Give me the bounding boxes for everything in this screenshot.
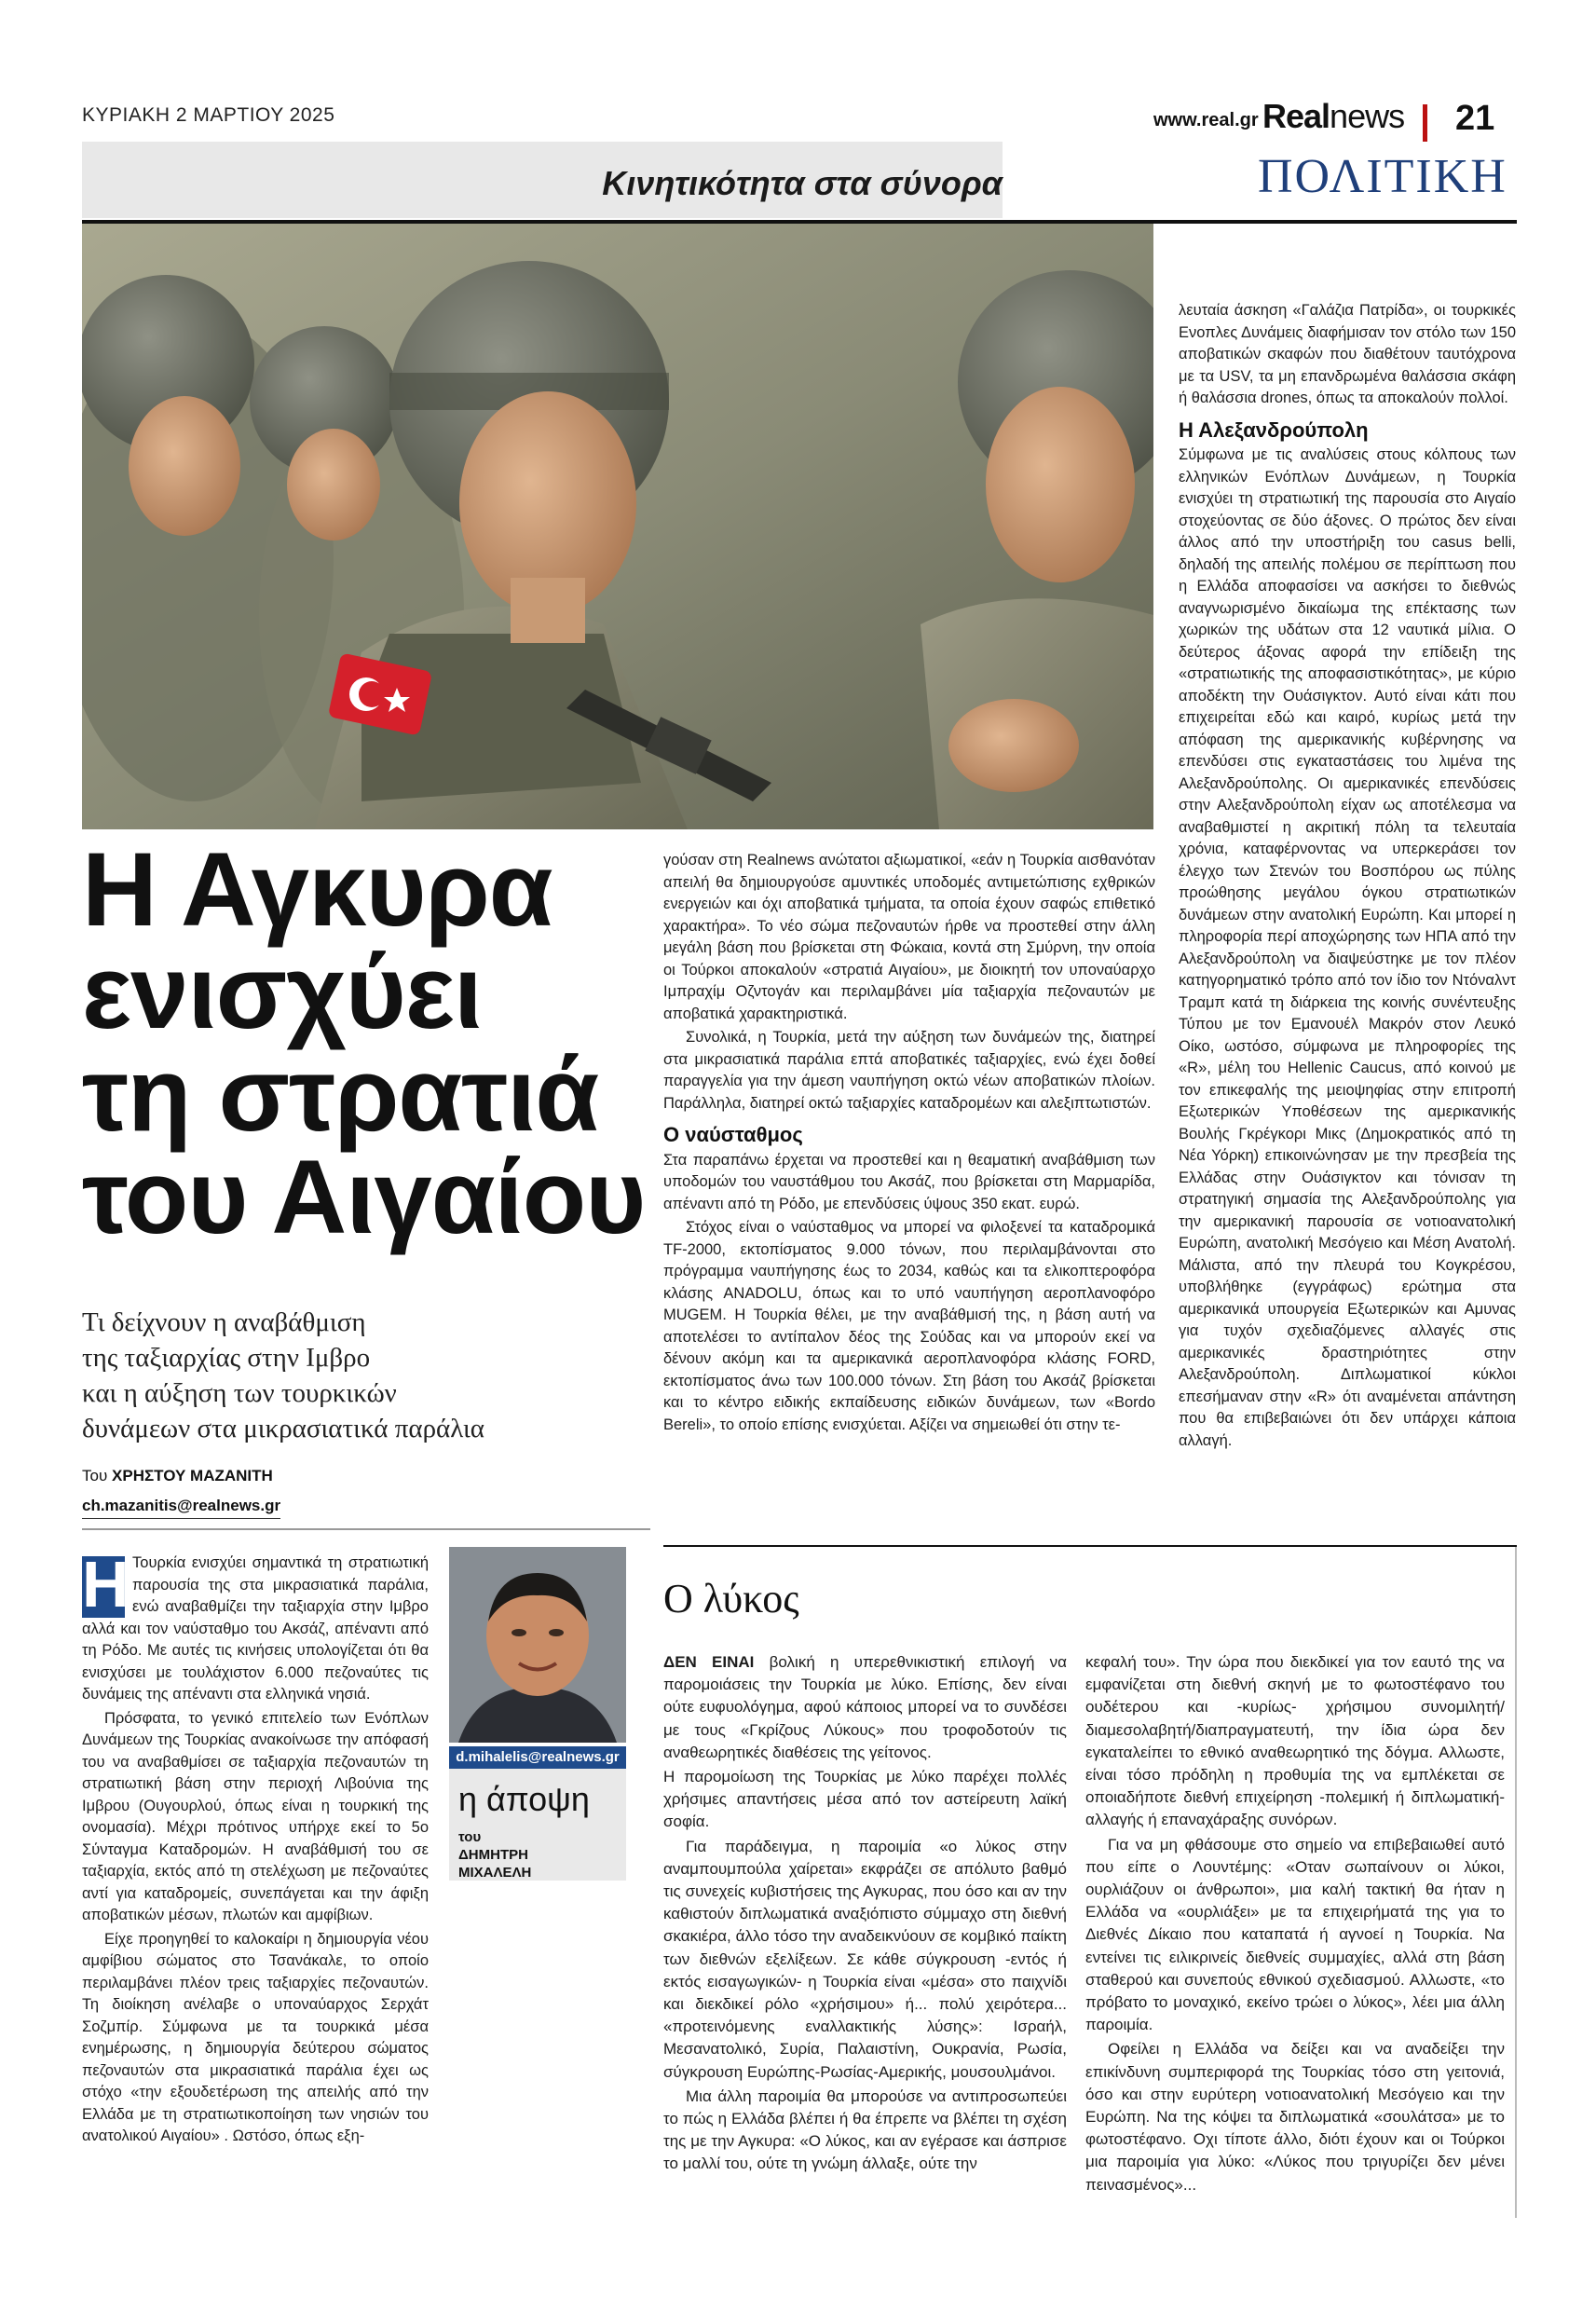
paragraph: λευταία άσκηση «Γαλάζια Πατρίδα», οι τουρκικές Ενοπλες Δυνάμεις διαφήμισαν τον στόλο των 150 αποβατικών σκαφών που διαθέτουν ταυτόχρονα με τα USV, τα μη επανδρωμένα θαλάσσια σκάφη ή θαλάσσια drones, όπως τα αποκαλούν πολλοί.: [1179, 302, 1516, 406]
article-title: [82, 831, 660, 1255]
article-column-a: [82, 1548, 429, 2150]
lead-text: βολική η υπερεθνικιστική επιλογή να παρομοιάσεις την Τουρκία με λύκο. Επίσης, δεν είναι ούτε ευφυολόγημα, αφού κάποιος μπορεί να το συνδέσει με τους «Γκρίζους Λύκους» που τροφοδοτούν τις αναθεωρητικές διαθέσεις της γείτονος.: [663, 1653, 1067, 1761]
subtitle-line: και η αύξηση των τουρκικών: [82, 1378, 397, 1408]
paragraph: Στα παραπάνω έρχεται να προστεθεί και η θεαματική αναβάθμιση των υποδομών του ναυστάθμου του Ακσάζ, που βρίσκεται στη Μαρμαρίδα, απέναντι από τη Ρόδο, με επενδύσεις ύψους 350 εκατ. ευρώ.: [663, 1151, 1155, 1212]
byline-name: ΧΡΗΣΤΟΥ ΜΑΖΑΝΙΤΗ: [112, 1467, 273, 1484]
paragraph: Για παράδειγμα, η παροιμία «ο λύκος στην αναμπουμπούλα χαίρεται» εκφράζει σε απόλυτο βαθμό τις συνεχείς κυβιστήσεις της Αγκυρας, που όσο και αν την καθιστούν διπλωματικά αναξιόπιστο σύμμαχο στη διεθνή σκακιέρα, άλλο τόσο την αναδεικνύουν σε κομβικό παίκτη των διεθνών εξελίξεων. Σε κάθε σύγκρουση -εντός ή εκτός εισαγωγικών- η Τουρκία είναι «μέσα» στο παιχνίδι και διεκδικεί ρόλο «χρήσιμου» ή... πολύ χειρότερα... «προτεινόμενης εναλλακτικής λύσης»: Ισραήλ, Μεσανατολικό, Συρία, Παλαιστίνη, Ουκρανία, Ρωσία, σύγκρουση Ευρώπης-Ρωσίας-Αμερικής, μουσουλμάνοι.: [663, 1837, 1067, 2081]
title-line: τη στρατιά: [82, 1036, 599, 1153]
opinion-right-rule: [1515, 1547, 1517, 2218]
paragraph: [663, 1651, 1067, 1764]
opinion-author-name-2: ΜΙΧΑΛΕΛΗ: [458, 1865, 532, 1881]
paragraph: γούσαν στη Realnews ανώτατοι αξιωματικοί, «εάν η Τουρκία αισθανόταν απειλή θα δημιουργούσε αμυντικές υποδομές αντιμετώπισης εχθρικών ενεργειών και όχι αποβατικά τμήματα, τα οποία έχουν σαφώς επιθετικό χαρακτήρα». Το νέο σώμα πεζοναυτών ήρθε να προστεθεί στην άλλη μεγάλη βάση που βρίσκεται στη Φώκαια, κοντά στη Σμύρνη, την οποία οι Τούρκοι αποκαλούν «στρατιά Αιγαίου», με διοικητή τον υποναύαρχο Ιμπραχίμ Οζντογάν και περιλαμβάνει μία ταξιαρχία πεζοναυτών με αποβατικά χαρακτηριστικά.: [663, 852, 1155, 1022]
paragraph: Συνολικά, η Τουρκία, μετά την αύξηση των δυνάμεών της, διατηρεί στα μικρασιατικά παράλια επτά αποβατικές ταξιαρχίες, ενώ έχει δοθεί παραγγελία για την άμεση ναυπήγηση οκτώ νέων αποβατικών πλοίων. Παράλληλα, διατηρεί οκτώ ταξιαρχίες καταδρομέων και αλεξιπτωτιστών.: [663, 1029, 1155, 1112]
issue-date: ΚΥΡΙΑΚΗ 2 ΜΑΡΤΙΟΥ 2025: [82, 104, 335, 126]
opinion-top-rule: [663, 1545, 1517, 1547]
opinion-label: η άποψη: [458, 1780, 590, 1818]
brand-logo: [1262, 97, 1404, 136]
header-separator: [1423, 104, 1427, 142]
byline: [82, 1467, 273, 1485]
soldiers-photo: [82, 224, 1153, 829]
subheading-alexandroupoli: Η Αλεξανδρούπολη: [1179, 417, 1369, 442]
opinion-column-a: [663, 1651, 1067, 2178]
paragraph: Τουρκία ενισχύει σημαντικά τη στρατιωτική παρουσία της στα μικρασιατικά παράλια, ενώ αναβαθμίζει την ταξιαρχία στην Ιμβρο αλλά και τον ναύσταθμο του Ακσάζ, απέναντι από τη Ρόδο. Με αυτές τις κινήσεις υπολογίζεται ότι θα ενισχύσει με τουλάχιστον 6.000 πεζοναύτες τις δυνάμεις της απέναντι στα ελληνικά νησιά.: [82, 1554, 429, 1703]
author-email-link[interactable]: ch.mazanitis@realnews.gr: [82, 1497, 280, 1519]
paragraph: κεφαλή του». Την ώρα που διεκδικεί για τον εαυτό της να εμφανίζεται στη διεθνή σκηνή με το φωτοστέφανο του ουδέτερου και -κυρίως- χρήσιμου συνομιλητή/διαμεσολαβητή/διαπραγματευτή, την ίδια ώρα δεν εγκαταλείπει το εθνικό αναθεωρητικό της δόγμα. Αλλωστε, είναι τόσο πρόδηλη η προθυμία της να εμπλέκεται σε οποιαδήποτε διεθνή επιχείρηση -πολεμική ή διπλωματική- αλλαγής ή επαναχάραξης συνόρων.: [1085, 1653, 1505, 1829]
article-column-b: [663, 850, 1155, 1438]
opinion-author-prefix: του: [458, 1829, 482, 1845]
opinion-author-email[interactable]: d.mihalelis@realnews.gr: [449, 1746, 626, 1769]
article-column-c: [1179, 300, 1516, 1454]
paragraph: Πρόσφατα, το γενικό επιτελείο των Ενόπλων Δυνάμεων της Τουρκίας ανακοίνωσε την απόφασή του να αναβαθμίσει σε ταξιαρχία πεζοναυτών τη στρατιωτική βάση στην περιοχή Λιβούνια της Ιμβρου (Ουγουρλού, όπως είναι η τουρκική της ονομασία). Μέχρι πρότινος υπήρχε εκεί το 5ο Σύνταγμα Καταδρομών. Η αναβάθμισή του σε ταξιαρχία, εκτός από τη στελέχωση με πεζοναύτες αντί για καταδρομείς, συνεπάγεται και την άφιξη αποβατικών μέσων, πλωτών και αμφίβιων.: [82, 1709, 429, 1923]
kicker: Κινητικότητα στα σύνορα: [602, 164, 1003, 202]
opinion-heading: Ο λύκος: [663, 1576, 799, 1621]
paragraph: Η παρομοίωση της Τουρκίας με λύκο παρέχει πολλές χρήσιμες απαντήσεις μέσα από τον αστείρευτη λαϊκή σοφία.: [663, 1768, 1067, 1831]
paragraph: Για να μη φθάσουμε στο σημείο να επιβεβαιωθεί αυτό που είπε ο Λουντέμης: «Οταν σωπαίνουν οι λύκοι, ουρλιάζουν οι άνθρωποι», μια καλή τακτική θα ήταν η Ελλάδα να «ουρλιάξει» με τα επιχειρήματά της για το Διεθνές Δίκαιο που καταπατά ή αγνοεί η Τουρκία. Να εντείνει τις ειλικρινείς διεθνείς συμμαχίες, αλλά στη βάση σταθερού και συνεπούς εθνικού σχεδιασμού. Αλλωστε, «το πρόβατο το μοναχικό, εκείνο τρώει ο λύκος», λέει μια άλλη παροιμία.: [1085, 1835, 1505, 2034]
brand-bold: Real: [1262, 97, 1330, 135]
paragraph: Στόχος είναι ο ναύσταθμος να μπορεί να φιλοξενεί τα καταδρομικά TF-2000, εκτοπίσματος 9.000 τόνων, που περιλαμβάνονται στο πρόγραμμα ναυπήγησης έως το 2034, καθώς και τα ελικοπτεροφόρα κλάσης ANADOLU, όπως και το υπό ναυπήγηση αεροπλανοφόρο MUGEM. Η Τουρκία θέλει, με την αναβάθμισή της, η βάση αυτή να αποτελέσει το αντίπαλον δέος της Σούδας και να μπορούν εκεί να δένουν ακόμη και τα αμερικανικά αεροπλανοφόρα κλάσης FORD, εκτοπίσματος άνω των 100.000 τόνων. Στη βάση του Ακσάζ βρίσκεται και το κέντρο ειδικής εκπαίδευσης ειδικών δυνάμεων, των «Bordo Bereli», το οποίο επίσης ενισχύεται. Αξίζει να σημειωθεί ότι στην τε-: [663, 1219, 1155, 1433]
soldiers-illustration: [82, 224, 1153, 829]
section-title: ΠΟΛΙΤΙΚΗ: [1258, 150, 1507, 203]
opinion-author: [458, 1828, 531, 1881]
paragraph: Οφείλει η Ελλάδα να δείξει και να αναδείξει την επικίνδυνη συμπεριφορά της Τουρκίας τόσο στη γειτονιά, όσο και στην ευρύτερη νοτιοανατολική Μεσόγειο και την Ευρώπη. Να της κόψει τα διπλωματικά «σουλάτσα» με το φωτοστέφανο. Οχι τίποτε άλλο, διότι έχουν και οι Τούρκοι μια παροιμία για λύκο: «Λύκος που τριγυρίζει δεν μένει πεινασμένος»...: [1085, 2040, 1505, 2194]
author-portrait: [449, 1547, 626, 1743]
article-subtitle: [82, 1305, 641, 1446]
title-line: ενισχύει: [82, 934, 483, 1050]
lead-words: ΔΕΝ ΕΙΝΑΙ: [663, 1653, 755, 1671]
paragraph: Σύμφωνα με τις αναλύσεις στους κόλπους των ελληνικών Ενόπλων Δυνάμεων, η Τουρκία ενισχύει τη στρατιωτική της παρουσία στο Αιγαίο στοχεύοντας σε δύο άξονες. Ο πρώτος δεν είναι άλλος από την υποστήριξη του casus belli, δηλαδή της απειλής πολέμου σε περίπτωση που η Ελλάδα αποφασίσει να ασκήσει το διεθνώς αναγνωρισμένο δικαίωμα της επέκτασης των χωρικών της υδάτων στα 12 ναυτικά μίλια. Ο δεύτερος άξονας αφορά την επίδειξη της «στρατιωτικής της αποφασιστικότητας», με κύριο αποδέκτη την Ουάσιγκτον. Αυτό είναι κάτι που επιχειρείται εδώ και καιρό, κυρίως μετά την απόφαση της αμερικανικής κυβέρνησης να επενδύσει στις εγκαταστάσεις του λιμένα της Αλεξανδρούπολης. Οι αμερικανικές επενδύσεις στην Αλεξανδρούπολη είχαν ως αποτέλεσμα να αναβαθμιστεί η ακριτική πόλη τα τελευταία χρόνια, καταφέρνοντας να υπερκεράσει τον έλεγχο των Στενών του Βοσπόρου ως πύλης προώθησης μεγάλου όγκου στρατιωτικών δυνάμεων στην ανατολική Ευρώπη. Και μπορεί η πληροφορία περί αποχώρησης των ΗΠΑ από την Αλεξανδρούπολη να διαψεύστηκε με τον πλέον κατηγορηματικό τρόπο από τον ίδιο τον Ντόναλντ Τραμπ κατά τη διάρκεια της κοινής συνέντευξης Τύπου με τον Εμανουέλ Μακρόν στον Λευκό Οίκο, ωστόσο, σύμφωνα με πληροφορίες της «R», μέλη του Hellenic Caucus, από κοινού με τον επικεφαλής της μειοψηφίας στην επιτροπή Εξωτερικών Υποθέσεων της αμερικανικής Βουλής Γκρέγκορι Μικς (Δημοκρατικός από τη Νέα Υόρκη) επικοινώνησαν με την πρεσβεία της Ελλάδας στην Ουάσιγκτον και τόνισαν τη στρατηγική σημασία της Αλεξανδρούπολης για την αμερικανική παρουσία σε νοτιοανατολική Ευρώπη, ανατολική Μεσόγειο και Μέση Ανατολή. Μάλιστα, από την πλευρά του Κογκρέσου, υποβλήθηκε (εγγράφως) ερώτημα στα αμερικανικά υπουργεία Εξωτερικών και Αμυνας για τυχόν σχεδιαζόμενες αλλαγές στις αμερικανικές δραστηριότητες στην Αλεξανδρούπολη. Διπλωματικοί κύκλοι επεσήμαναν στην «R» ότι αναμένεται απάντηση που θα επιβεβαιώνει ότι δεν υπάρχει κάποια αλλαγή.: [1179, 446, 1516, 1449]
drop-cap: Η: [82, 1548, 130, 1621]
subheading-naval-base: Ο ναύσταθμος: [663, 1123, 803, 1146]
page-number: 21: [1455, 99, 1495, 138]
brand-thin: news: [1330, 97, 1405, 135]
subtitle-line: δυνάμεων στα μικρασιατικά παράλια: [82, 1414, 484, 1443]
title-line: Η Αγκυρα: [82, 831, 552, 948]
site-url[interactable]: www.real.gr: [1153, 110, 1259, 130]
author-avatar: [449, 1547, 626, 1743]
opinion-column-b: [1085, 1651, 1505, 2198]
subtitle-line: Τι δείχνουν η αναβάθμιση: [82, 1307, 366, 1337]
left-rule: [82, 1528, 650, 1530]
paragraph: Μια άλλη παροιμία θα μπορούσε να αντιπροσωπεύει το πώς η Ελλάδα βλέπει ή θα έπρεπε να βλέπει τη σχέση της με την Αγκυρα: «Ο λύκος, και αν εγέρασε και άσπρισε το μαλλί του, ούτε τη γνώμη άλλαξε, ούτε την: [663, 2086, 1067, 2173]
opinion-author-name-1: ΔΗΜΗΤΡΗ: [458, 1847, 528, 1863]
subtitle-line: της ταξιαρχίας στην Ιμβρο: [82, 1343, 371, 1373]
paragraph: Είχε προηγηθεί το καλοκαίρι η δημιουργία νέου αμφίβιου σώματος στο Τσανάκαλε, το οποίο περιλαμβάνει πλέον τρεις ταξιαρχίες πεζοναυτών. Τη διοίκηση ανέλαβε ο υποναύαρχος Σερχάτ Σοζμπίρ. Σύμφωνα με τα τουρκικά μέσα ενημέρωσης, η δημιουργία δεύτερου σώματος πεζοναυτών στα μικρασιατικά παράλια έχει ως στόχο «την εξουδετέρωση της απειλής από την Ελλάδα με τη στρατιωτικοποίηση των νησιών του ανατολικού Αιγαίου» . Ωστόσο, όπως εξη-: [82, 1930, 429, 2144]
byline-prefix: Του: [82, 1467, 108, 1484]
title-line: του Αιγαίου: [82, 1139, 646, 1255]
